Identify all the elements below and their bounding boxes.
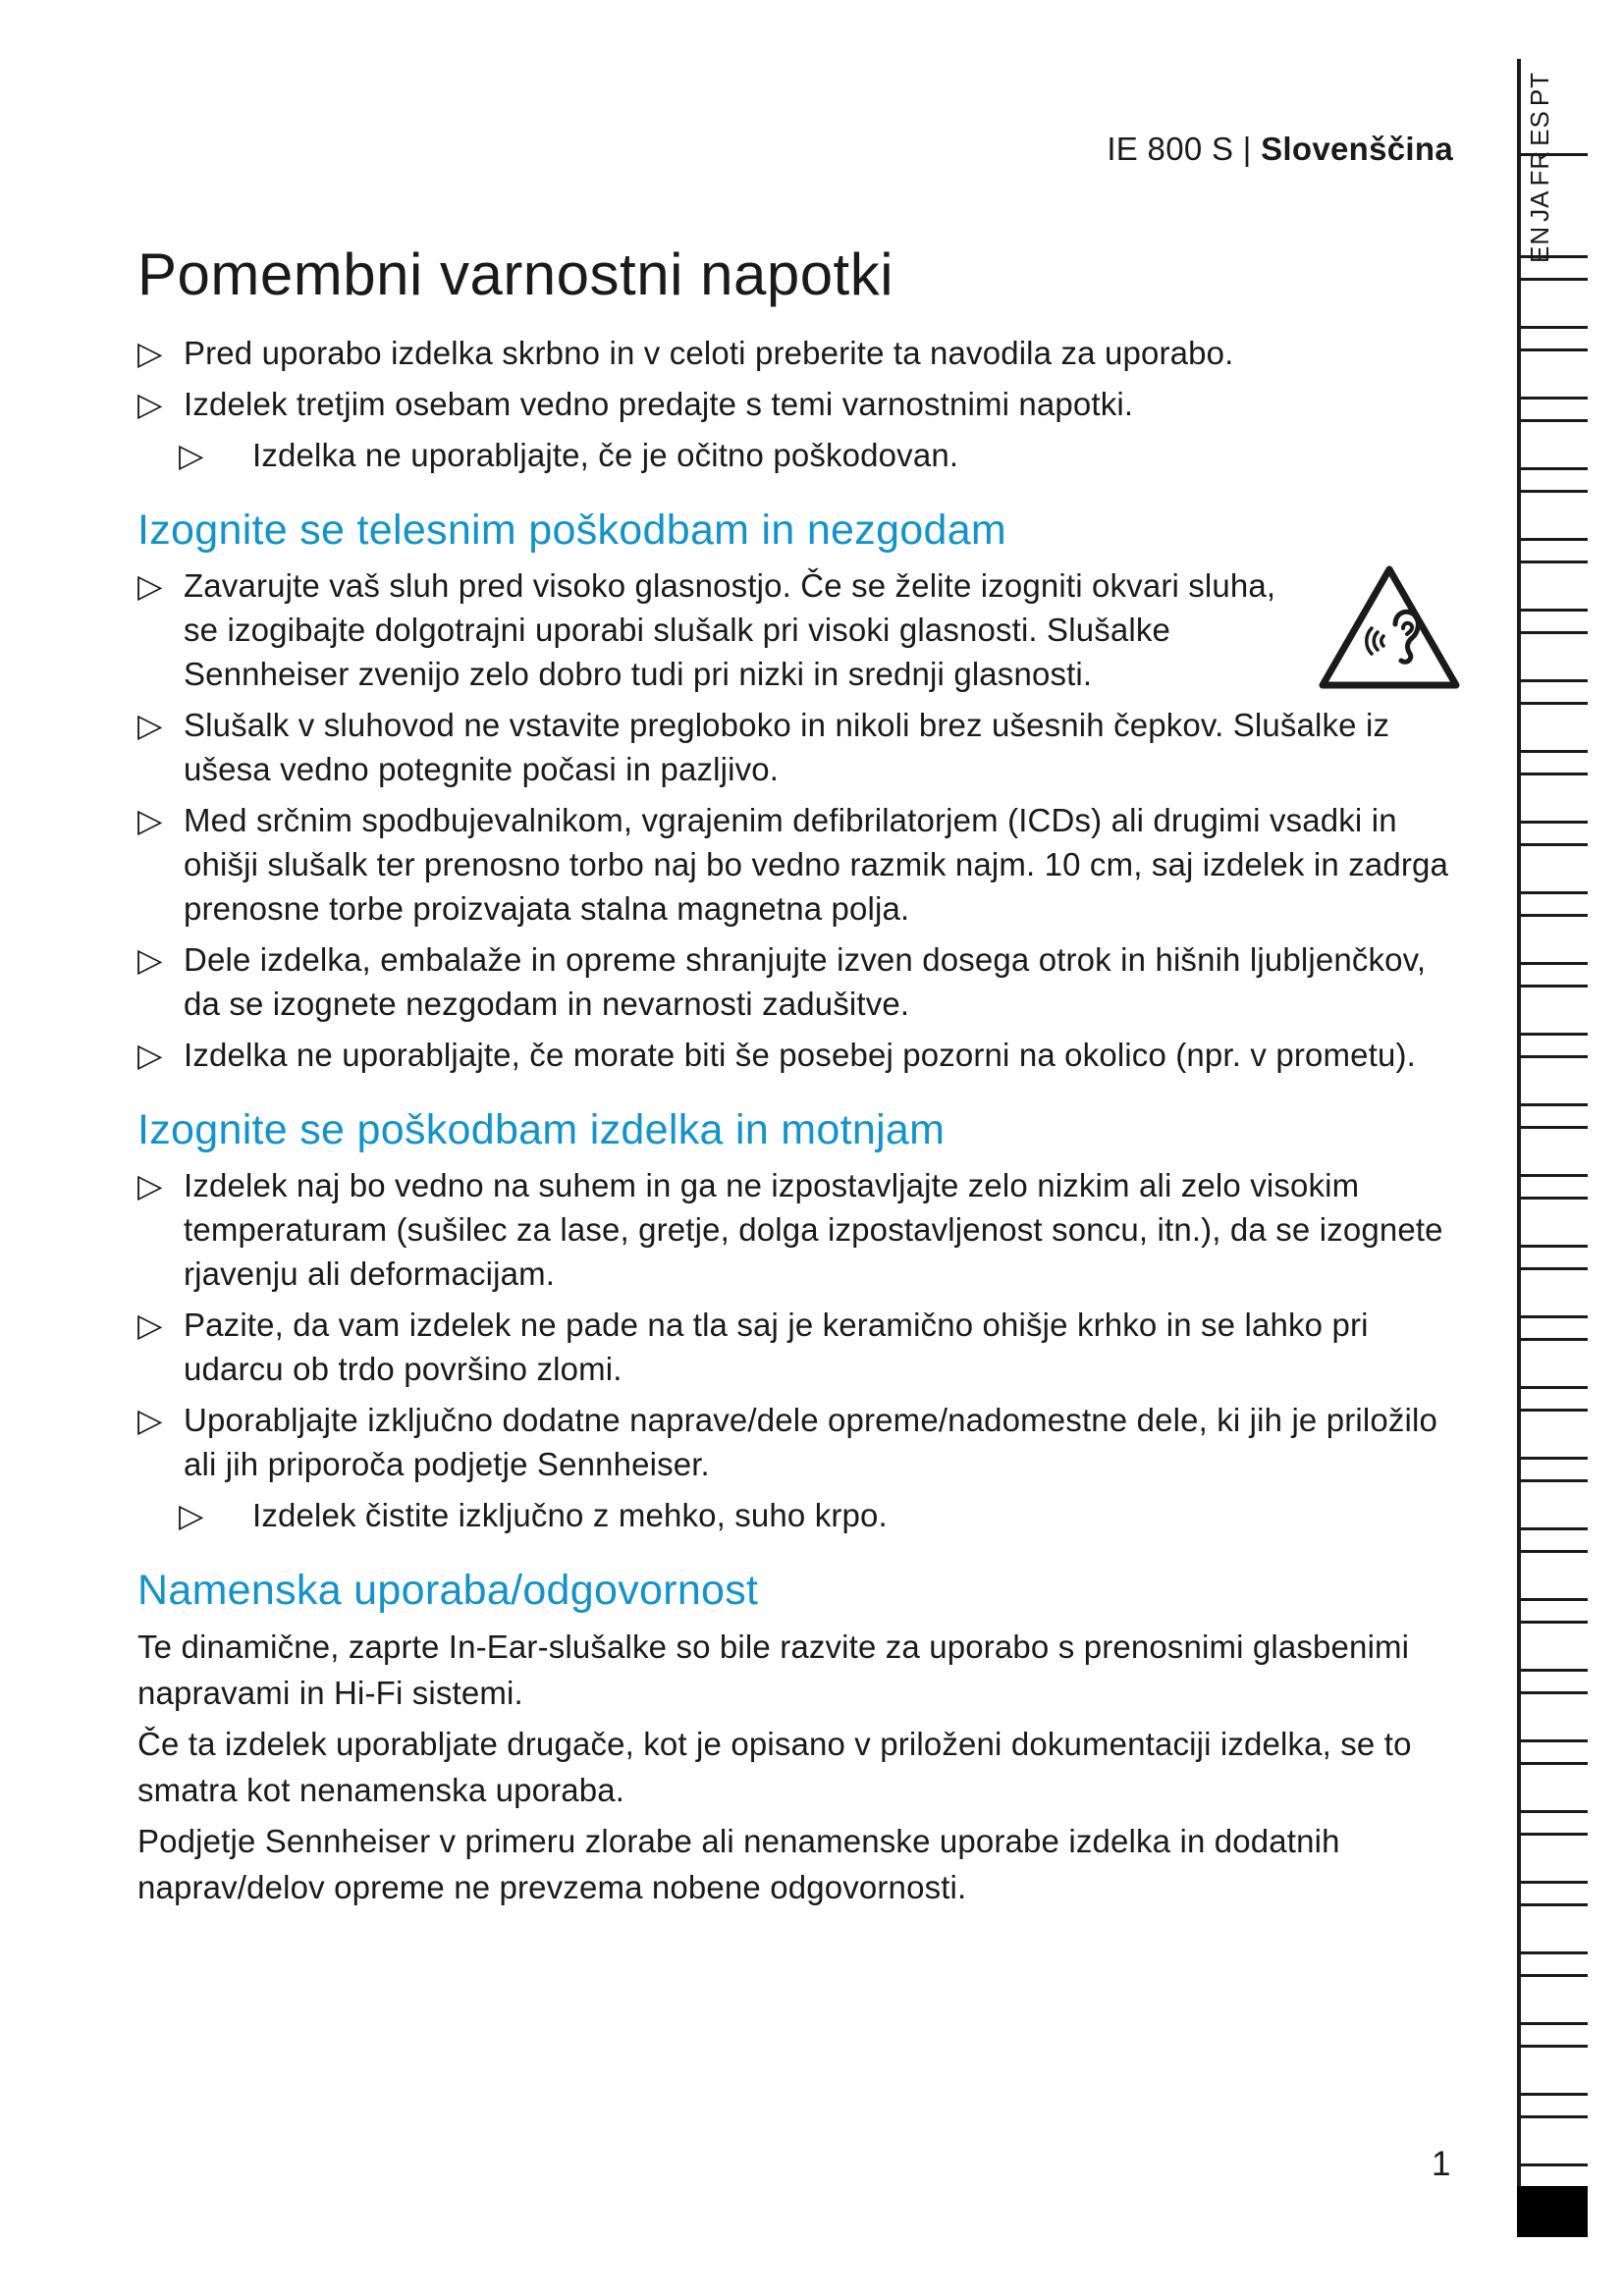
- list-item: ▷ Izdelek čistite izključno z mehko, suho krpo.: [137, 1493, 1458, 1537]
- bullet-triangle-icon: ▷: [137, 1402, 163, 1438]
- tab-divider: [1517, 1338, 1588, 1341]
- tab-divider: [1517, 1457, 1588, 1460]
- tab-divider: [1517, 773, 1588, 775]
- tab-divider: [1517, 891, 1588, 894]
- tab-divider: [1517, 326, 1588, 329]
- tab-divider: [1517, 1550, 1588, 1553]
- language-tab-labels: [1525, 68, 1555, 263]
- tab-divider: [1517, 2163, 1588, 2166]
- tab-divider: [1517, 1951, 1588, 1954]
- list-item: ▷ Pazite, da vam izdelek ne pade na tla saj je keramično ohišje krhko in se lahko pri udarcu ob trdo površino zlomi.: [137, 1303, 1458, 1391]
- tab-divider: [1517, 419, 1588, 422]
- bullet-triangle-icon: ▷: [137, 1037, 163, 1073]
- bullet-triangle-icon: ▷: [179, 1497, 204, 1533]
- tab-divider: [1517, 1245, 1588, 1248]
- bullet-triangle-icon: ▷: [137, 335, 163, 371]
- bullet-triangle-icon: ▷: [137, 802, 163, 838]
- paragraph: Če ta izdelek uporabljate drugače, kot je opisano v priloženi dokumentaciji izdelka, se to smatra kot nenamenska uporaba.: [137, 1726, 1412, 1808]
- active-language-tab[interactable]: [1517, 2186, 1588, 2237]
- tab-divider: [1517, 1598, 1588, 1601]
- list-item: ▷ Pred uporabo izdelka skrbno in v celoti preberite ta navodila za uporabo.: [137, 331, 1458, 375]
- tab-divider: [1517, 348, 1588, 351]
- tab-divider: [1517, 1903, 1588, 1906]
- section-injury: [137, 505, 1458, 1077]
- tab-divider: [1517, 914, 1588, 917]
- section-heading: Namenska uporaba/odgovornost: [137, 1567, 759, 1614]
- section-heading: Izognite se telesnim poškodbam in nezgodam: [137, 507, 1007, 554]
- tab-divider: [1517, 1267, 1588, 1270]
- tab-divider: [1517, 1762, 1588, 1765]
- bullet-triangle-icon: ▷: [179, 437, 204, 473]
- page-number: 1: [1432, 2145, 1451, 2183]
- bullet-triangle-icon: ▷: [137, 707, 163, 743]
- tab-divider: [1517, 1197, 1588, 1200]
- tab-divider: [1517, 397, 1588, 400]
- list-item: ▷ Uporabljajte izključno dodatne naprave/dele opreme/nadomestne dele, ki jih je priložilo ali jih priporoča podjetje Sennheiser.: [137, 1398, 1458, 1486]
- list-item: ▷ Izdelka ne uporabljajte, če je očitno poškodovan.: [137, 433, 1458, 477]
- bullet-triangle-icon: ▷: [137, 386, 163, 422]
- tab-divider: [1517, 2093, 1588, 2096]
- tab-label[interactable]: ES: [1525, 110, 1554, 146]
- tab-label[interactable]: EN: [1525, 225, 1554, 263]
- list-item: ▷ Med srčnim spodbujevalnikom, vgrajenim defibrilatorjem (ICDs) ali drugimi vsadki in ohišji slušalk ter prenosno torbo naj bo vedno razmik najm. 10 cm, saj izdelek in zadrga prenosne torbe proizvajata stalna magnetna polja.: [137, 798, 1458, 931]
- tab-divider: [1517, 467, 1588, 470]
- tab-label[interactable]: PT: [1525, 71, 1554, 107]
- tab-divider: [1517, 1103, 1588, 1106]
- bullet-triangle-icon: ▷: [137, 567, 163, 604]
- tab-divider: [1517, 985, 1588, 988]
- tab-divider: [1517, 750, 1588, 753]
- tab-divider: [1517, 2045, 1588, 2048]
- tab-divider: [1517, 2115, 1588, 2118]
- header-language: Slovenščina: [1261, 131, 1453, 167]
- tab-divider: [1517, 962, 1588, 965]
- tab-rail: [1517, 59, 1521, 2189]
- intro-list: [137, 331, 1458, 477]
- tab-divider: [1517, 1055, 1588, 1058]
- tab-divider: [1517, 1669, 1588, 1672]
- tab-divider: [1517, 843, 1588, 846]
- tab-divider: [1517, 1527, 1588, 1530]
- tab-divider: [1517, 278, 1588, 281]
- tab-divider: [1517, 1739, 1588, 1742]
- bullet-triangle-icon: ▷: [137, 1307, 163, 1343]
- tab-label[interactable]: FR: [1525, 149, 1554, 187]
- list-item: ▷ Izdelka ne uporabljajte, če morate biti še posebej pozorni na okolico (npr. v prometu).: [137, 1033, 1458, 1077]
- tab-divider: [1517, 821, 1588, 824]
- paragraph: Te dinamične, zaprte In-Ear-slušalke so bile razvite za uporabo s prenosnimi glasbenimi napravami in Hi-Fi sistemi.: [137, 1629, 1410, 1711]
- tab-divider: [1517, 490, 1588, 493]
- section-product-damage: [137, 1104, 1458, 1537]
- list-item: ▷ Dele izdelka, embalaže in opreme shranjujte izven dosega otrok in hišnih ljubljenčkov, da se izognete nezgodam in nevarnosti zadušitve.: [137, 937, 1458, 1026]
- tab-divider: [1517, 1810, 1588, 1813]
- tab-divider: [1517, 1691, 1588, 1694]
- tab-divider: [1517, 1881, 1588, 1884]
- tab-divider: [1517, 609, 1588, 612]
- tab-divider: [1517, 1833, 1588, 1836]
- tab-divider: [1517, 1315, 1588, 1318]
- bullet-triangle-icon: ▷: [137, 941, 163, 978]
- tab-divider: [1517, 1974, 1588, 1977]
- hearing-warning-icon: [1317, 563, 1462, 691]
- tab-divider: [1517, 538, 1588, 541]
- tab-divider: [1517, 1386, 1588, 1389]
- bullet-triangle-icon: ▷: [137, 1167, 163, 1203]
- tab-label[interactable]: JA: [1525, 189, 1554, 222]
- tab-divider: [1517, 679, 1588, 682]
- tab-divider: [1517, 1174, 1588, 1177]
- page-title: Pomembni varnostni napotki: [137, 241, 894, 307]
- main-content: [137, 240, 1458, 1938]
- section-intended-use: [137, 1565, 1458, 1910]
- tab-divider: [1517, 1126, 1588, 1129]
- list-item: ▷ Izdelek naj bo vedno na suhem in ga ne izpostavljajte zelo nizkim ali zelo visokim temperaturam (sušilec za lase, gretje, dolga izpostavljenost soncu, itn.), da se izognete rjavenju ali deformacijam.: [137, 1163, 1458, 1296]
- tab-divider: [1517, 1409, 1588, 1412]
- tab-divider: [1517, 702, 1588, 705]
- page-header: [1107, 131, 1453, 168]
- tab-divider: [1517, 631, 1588, 634]
- tab-divider: [1517, 2022, 1588, 2025]
- list-item: ▷ Zavarujte vaš sluh pred visoko glasnostjo. Če se želite izogniti okvari sluha, se izogibajte dolgotrajni uporabi slušalk pri visoki glasnosti. Slušalke Sennheiser zvenijo zelo dobro tudi pri nizki in srednji glasnosti.: [137, 563, 1458, 696]
- tab-divider: [1517, 561, 1588, 563]
- list-item: ▷ Slušalk v sluhovod ne vstavite pregloboko in nikoli brez ušesnih čepkov. Slušalke iz ušesa vedno potegnite počasi in pazljivo.: [137, 703, 1458, 791]
- header-model: IE 800 S |: [1107, 131, 1252, 167]
- section-heading: Izognite se poškodbam izdelka in motnjam: [137, 1106, 946, 1153]
- list-item: ▷ Izdelek tretjim osebam vedno predajte s temi varnostnimi napotki.: [137, 382, 1458, 426]
- tab-divider: [1517, 1033, 1588, 1036]
- tab-divider: [1517, 1479, 1588, 1482]
- tab-divider: [1517, 1621, 1588, 1624]
- language-tabs: [1517, 59, 1591, 2189]
- paragraph: Podjetje Sennheiser v primeru zlorabe ali nenamenske uporabe izdelka in dodatnih naprav/delov opreme ne prevzema nobene odgovornosti.: [137, 1823, 1340, 1905]
